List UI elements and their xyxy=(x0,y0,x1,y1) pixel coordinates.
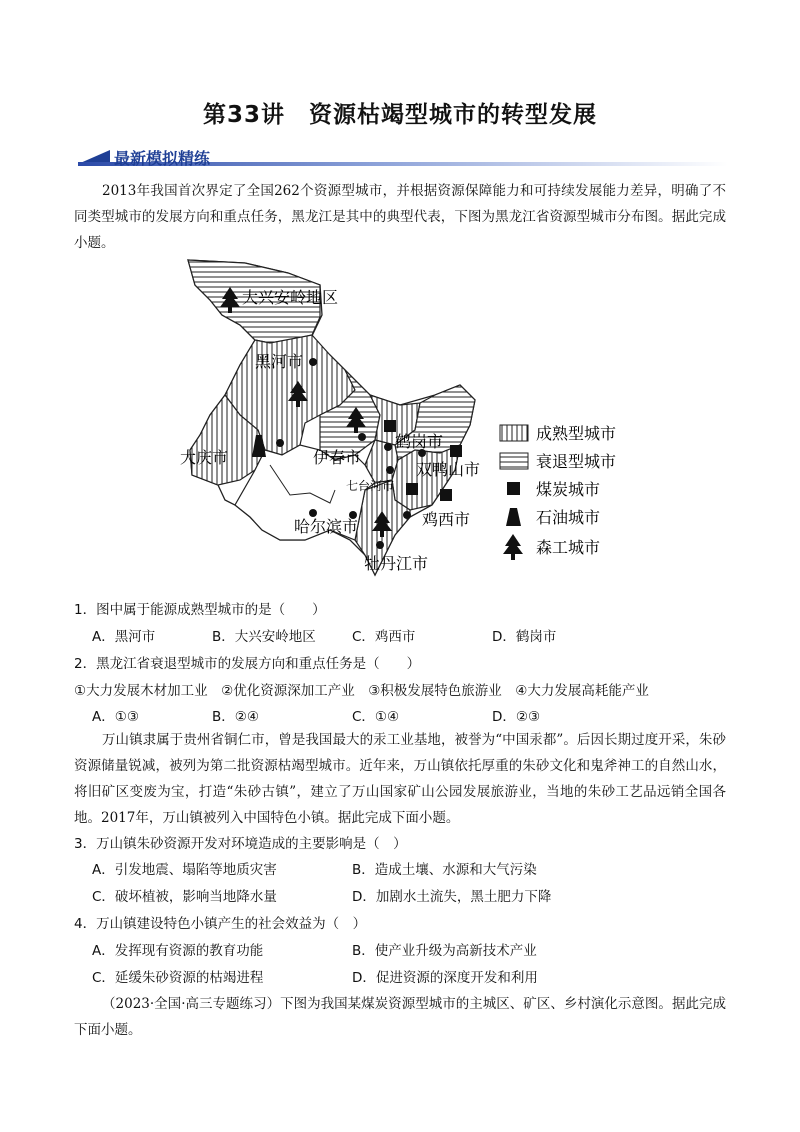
legend-label-oil: 石油城市 xyxy=(536,508,601,527)
city-dot-qitaihe xyxy=(386,466,394,474)
q4-option-c[interactable]: C．延缓朱砂资源的枯竭进程 xyxy=(92,970,264,986)
coal-square-icon xyxy=(406,483,418,495)
page-title: 第33讲 资源枯竭型城市的转型发展 xyxy=(202,102,597,128)
q4-option-d[interactable]: D．促进资源的深度开发和利用 xyxy=(352,970,538,986)
coal-square-icon xyxy=(384,420,396,432)
map-legend xyxy=(500,424,616,560)
legend-label-mature: 成熟型城市 xyxy=(536,424,617,443)
map-label-shuangyashan: 双鸭山市 xyxy=(416,460,481,479)
q1-option-b[interactable]: B．大兴安岭地区 xyxy=(212,629,316,645)
q3-option-d[interactable]: D．加剧水土流失，黑土肥力下降 xyxy=(352,889,552,905)
q3-option-a[interactable]: A．引发地震、塌陷等地质灾害 xyxy=(92,862,277,878)
intro-paragraph-1: 2013年我国首次界定了全国262个资源型城市，并根据资源保障能力和可持续发展能力差异，明确了不同类型城市的发展方向和重点任务，黑龙江是其中的典型代表，下图为黑龙江省资源型城市分布图。据此完成小题。 xyxy=(74,183,726,251)
city-dot-hegang xyxy=(384,443,392,451)
legend-label-declining: 衰退型城市 xyxy=(536,452,617,471)
question-2-stem: 2．黑龙江省衰退型城市的发展方向和重点任务是（ ） xyxy=(74,656,421,672)
map-label-mudanjiang: 牡丹江市 xyxy=(364,554,429,573)
q3-option-c[interactable]: C．破坏植被，影响当地降水量 xyxy=(92,889,277,905)
city-dot-mudanjiang xyxy=(376,541,384,549)
coal-square-icon xyxy=(440,489,452,501)
q4-option-a[interactable]: A．发挥现有资源的教育功能 xyxy=(92,943,264,959)
q1-option-c[interactable]: C．鸡西市 xyxy=(352,629,416,645)
heilongjiang-resource-city-map xyxy=(170,255,650,590)
map-label-daqing: 大庆市 xyxy=(180,448,229,467)
city-dot-daqing xyxy=(276,439,284,447)
question-3-stem: 3．万山镇朱砂资源开发对环境造成的主要影响是（ ） xyxy=(74,836,407,852)
question-2-items: ①大力发展木材加工业 ②优化资源深加工产业 ③积极发展特色旅游业 ④大力发展高耗能产业 xyxy=(74,683,649,699)
coal-square-icon xyxy=(450,445,462,457)
q2-option-b[interactable]: B．②④ xyxy=(212,709,259,725)
map-label-hegang: 鹤岗市 xyxy=(395,432,444,451)
question-4-stem: 4．万山镇建设特色小镇产生的社会效益为（ ） xyxy=(74,916,367,932)
intro-paragraph-3: （2023·全国·高三专题练习）下图为我国某煤炭资源型城市的主城区、矿区、乡村演化示意图。据此完成下面小题。 xyxy=(74,996,726,1038)
city-dot-heihe xyxy=(309,358,317,366)
intro-paragraph-2: 万山镇隶属于贵州省铜仁市，曾是我国最大的汞工业基地，被誉为“中国汞都”。后因长期过度开采，朱砂资源储量锐减，被列为第二批资源枯竭型城市。近年来，万山镇依托厚重的朱砂文化和鬼斧神工的自然山水，将旧矿区变废为宝，打造“朱砂古镇”，建立了万山国家矿山公园发展旅游业，当地的朱砂工艺品远销全国各地。2017年，万山镇被列入中国特色小镇。据此完成下面小题。 xyxy=(74,732,726,826)
section-banner xyxy=(78,147,738,169)
city-dot-haerbin xyxy=(309,509,317,517)
q1-option-a[interactable]: A．黑河市 xyxy=(92,629,156,645)
q4-option-b[interactable]: B．使产业升级为高新技术产业 xyxy=(352,943,537,959)
question-1-stem: 1．图中属于能源成熟型城市的是（ ） xyxy=(74,602,326,618)
city-dot-yichun xyxy=(358,433,366,441)
section-banner-label: 最新模拟精练 xyxy=(114,149,211,168)
legend-label-forestry: 森工城市 xyxy=(536,538,601,557)
q2-option-d[interactable]: D．②③ xyxy=(492,709,541,725)
legend-forestry-icon xyxy=(503,534,523,560)
q1-option-d[interactable]: D．鹤岗市 xyxy=(492,629,557,645)
map-label-daxinganling: 大兴安岭地区 xyxy=(242,288,339,307)
legend-label-coal: 煤炭城市 xyxy=(536,480,601,499)
legend-swatch-declining xyxy=(500,453,528,469)
q3-option-b[interactable]: B．造成土壤、水源和大气污染 xyxy=(352,862,537,878)
map-label-haerbin: 哈尔滨市 xyxy=(294,517,359,536)
map-label-heihe: 黑河市 xyxy=(255,352,304,371)
q2-option-c[interactable]: C．①④ xyxy=(352,709,400,725)
map-label-qitaihe: 七台河市 xyxy=(346,479,395,493)
city-dot-jixi xyxy=(403,511,411,519)
legend-oil-icon xyxy=(506,508,521,526)
map-label-yichun: 伊春市 xyxy=(313,448,362,467)
legend-coal-icon xyxy=(507,482,520,495)
map-label-jixi: 鸡西市 xyxy=(422,510,471,529)
legend-swatch-mature xyxy=(500,425,528,441)
q2-option-a[interactable]: A．①③ xyxy=(92,709,139,725)
